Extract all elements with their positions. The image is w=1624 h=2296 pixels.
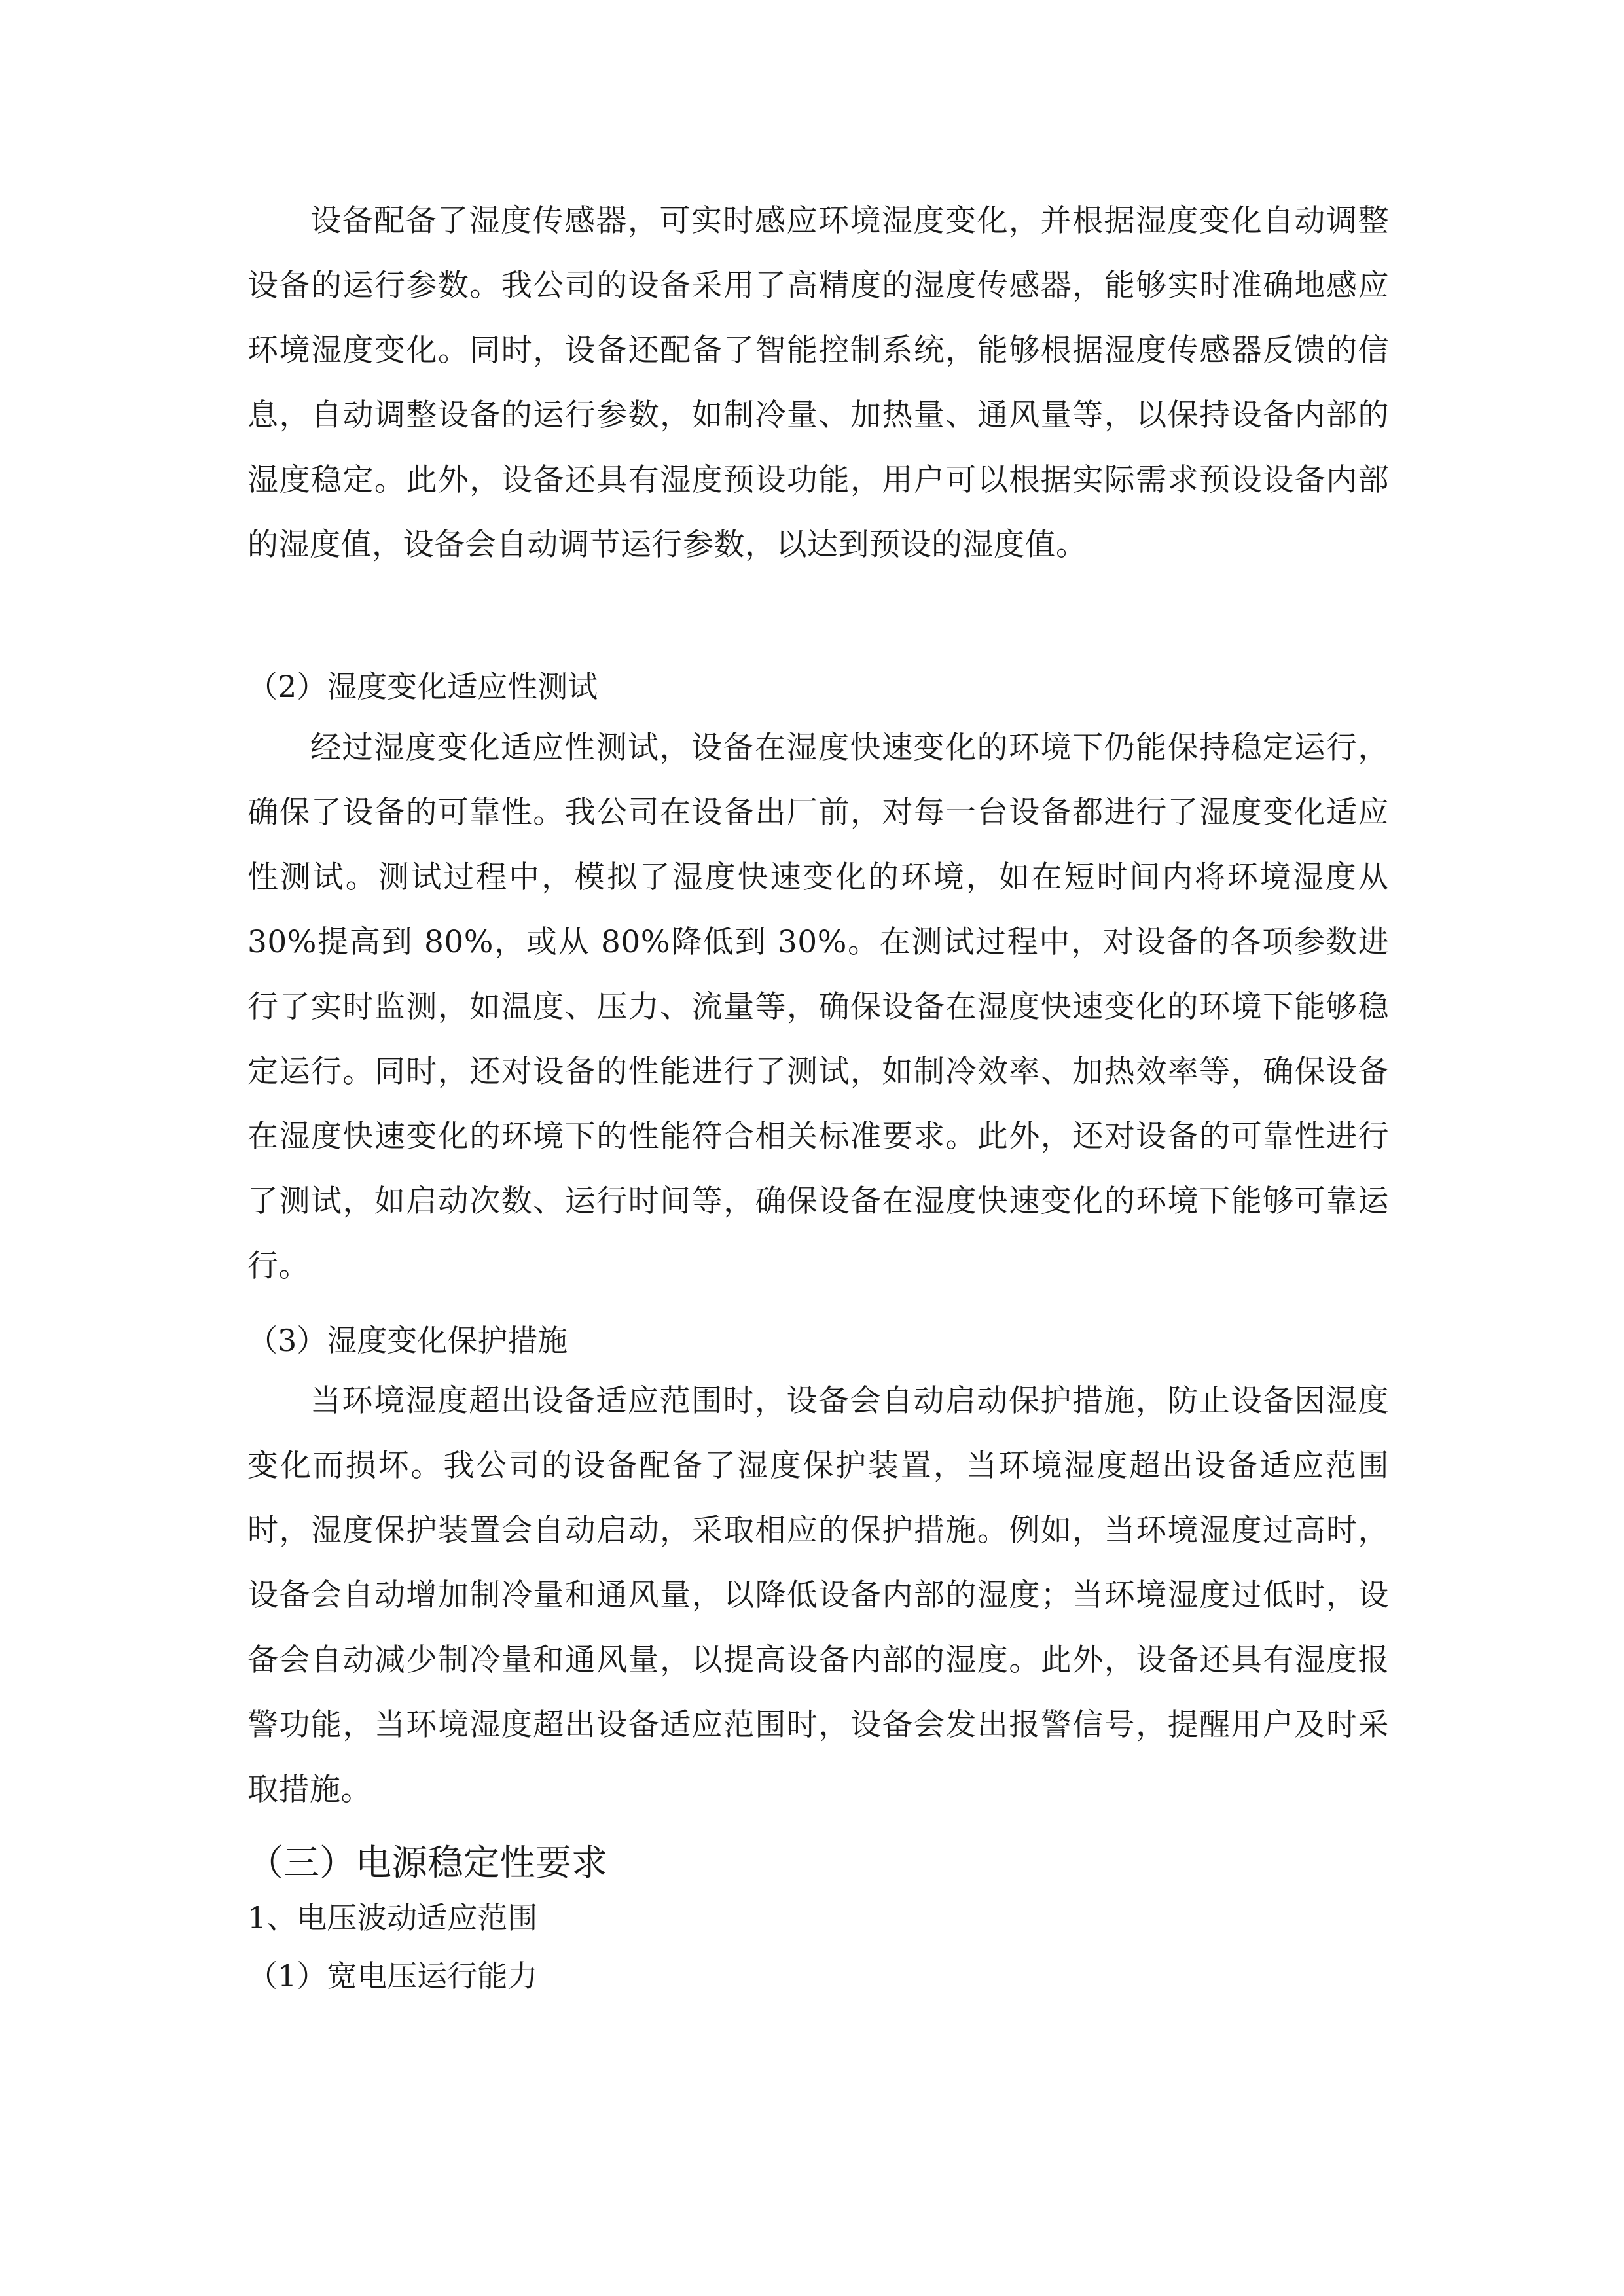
heading-humidity-adaptability-test: （2）湿度变化适应性测试 xyxy=(247,669,598,704)
paragraph-humidity-sensor: 设备配备了湿度传感器，可实时感应环境湿度变化，并根据湿度变化自动调整设备的运行参数。我公司的设备采用了高精度的湿度传感器，能够实时准确地感应环境湿度变化。同时，设备还配备了智能控制系统，能够根据湿度传感器反馈的信息，自动调整设备的运行参数，如制冷量、加热量、通风量等，以保持设备内部的湿度稳定。此外，设备还具有湿度预设功能，用户可以根据实际需求预设设备内部的湿度值，设备会自动调节运行参数，以达到预设的湿度值。 xyxy=(247,203,1389,563)
section-title-power-stability: （三）电源稳定性要求 xyxy=(247,1842,608,1884)
paragraph-protection-measures: 当环境湿度超出设备适应范围时，设备会自动启动保护措施，防止设备因湿度变化而损坏。我公司的设备配备了湿度保护装置，当环境湿度超出设备适应范围时，湿度保护装置会自动启动，采取相应的保护措施。例如，当环境湿度过高时，设备会自动增加制冷量和通风量，以降低设备内部的湿度；当环境湿度过低时，设备会自动减少制冷量和通风量，以提高设备内部的湿度。此外，设备还具有湿度报警功能，当环境湿度超出设备适应范围时，设备会发出报警信号，提醒用户及时采取措施。 xyxy=(247,1383,1389,1808)
paragraph-adaptability-test: 经过湿度变化适应性测试，设备在湿度快速变化的环境下仍能保持稳定运行，确保了设备的可靠性。我公司在设备出厂前，对每一台设备都进行了湿度变化适应性测试。测试过程中，模拟了湿度快速变化的环境，如在短时间内将环境湿度从 30%提高到 80%，或从 80%降低到 30%。在测试过程中，对设备的各项参数进行了实时监测，如温度、压力、流量等，确保设备在湿度快速变化的环境下能够稳定运行。同时，还对设备的性能进行了测试，如制冷效率、加热效率等，确保设备在湿度快速变化的环境下的性能符合相关标准要求。此外，还对设备的可靠性进行了测试，如启动次数、运行时间等，确保设备在湿度快速变化的环境下能够可靠运行。 xyxy=(247,730,1389,1284)
subsection-voltage-range: 1、电压波动适应范围 xyxy=(247,1900,538,1935)
item-wide-voltage: （1）宽电压运行能力 xyxy=(247,1958,538,1994)
heading-humidity-protection: （3）湿度变化保护措施 xyxy=(247,1323,568,1358)
